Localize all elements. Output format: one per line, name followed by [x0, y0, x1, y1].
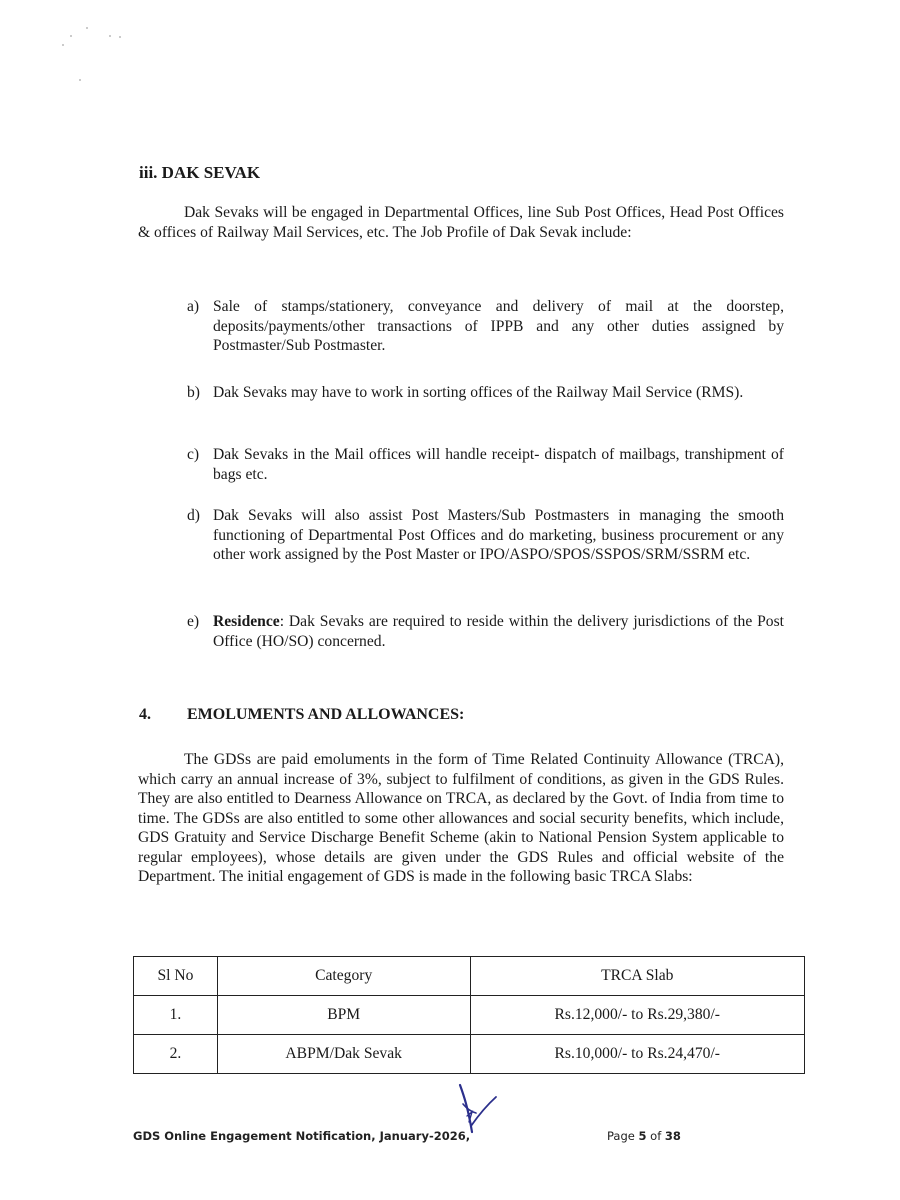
page-of: of	[650, 1129, 662, 1143]
page-number	[607, 1129, 681, 1143]
scan-speck	[62, 44, 64, 46]
list-text: Dak Sevaks will also assist Post Masters/Sub Postmasters in managing the smooth functioning of Departmental Post Offices and do marketing, business procurement or any other work assigned by the Post Master or IPO/ASPO/SPOS/SSPOS/SRM/SSRM etc.	[213, 507, 784, 563]
scan-speck	[119, 36, 121, 38]
list-item-c	[187, 445, 784, 484]
trca-slab-table	[133, 956, 805, 1074]
list-text: Dak Sevaks in the Mail offices will handle receipt- dispatch of mailbags, transhipment of bags etc.	[213, 446, 784, 483]
scan-speck	[86, 27, 88, 29]
list-item-a	[187, 297, 784, 356]
list-label: d)	[187, 507, 200, 524]
cell-trca-slab: Rs.12,000/- to Rs.29,380/-	[470, 996, 805, 1035]
section-title: EMOLUMENTS AND ALLOWANCES:	[187, 706, 465, 723]
list-text: Dak Sevaks may have to work in sorting offices of the Railway Mail Service (RMS).	[213, 384, 744, 401]
footer-notification-title: GDS Online Engagement Notification, January-2026,	[133, 1129, 471, 1143]
emoluments-paragraph: The GDSs are paid emoluments in the form of Time Related Continuity Allowance (TRCA), which carry an annual increase of 3%, subject to fulfilment of conditions, as given in the GDS Rules. They are also entitled to Dearness Allowance on TRCA, as declared by the Govt. of India from time to time. The GDSs are also entitled to some other allowances and social security benefits, which include, GDS Gratuity and Service Discharge Benefit Scheme (akin to National Pension System applicable to regular employees), whose details are given under the GDS Rules and official website of the Department. The initial engagement of GDS is made in the following basic TRCA Slabs:	[138, 751, 784, 885]
cell-category: ABPM/Dak Sevak	[217, 1035, 470, 1074]
table-header-row	[134, 957, 805, 996]
list-item-e	[187, 612, 784, 651]
table-row	[134, 1035, 805, 1074]
section-number: 4.	[139, 706, 151, 723]
cell-category: BPM	[217, 996, 470, 1035]
list-item-d	[187, 506, 784, 565]
residence-bold-lead: Residence	[213, 613, 280, 630]
scan-speck	[109, 35, 111, 37]
list-item-b	[187, 383, 784, 403]
scan-speck	[79, 79, 81, 81]
header-category: Category	[217, 957, 470, 996]
scan-speck	[70, 35, 72, 37]
page-prefix: Page	[607, 1129, 635, 1143]
list-label: b)	[187, 384, 200, 401]
table-row	[134, 996, 805, 1035]
subsection-title: iii. DAK SEVAK	[139, 163, 261, 182]
list-text	[213, 612, 784, 651]
page-current: 5	[638, 1129, 647, 1143]
cell-sl-no: 2.	[134, 1035, 218, 1074]
list-text: Sale of stamps/stationery, conveyance and delivery of mail at the doorstep, deposits/payments/other transactions of IPPB and any other duties assigned by Postmaster/Sub Postmaster.	[213, 298, 784, 354]
list-label: c)	[187, 446, 200, 463]
cell-trca-slab: Rs.10,000/- to Rs.24,470/-	[470, 1035, 805, 1074]
cell-sl-no: 1.	[134, 996, 218, 1035]
header-sl-no: Sl No	[134, 957, 218, 996]
list-label: e)	[187, 613, 200, 630]
header-trca-slab: TRCA Slab	[470, 957, 805, 996]
page-total: 38	[664, 1129, 681, 1143]
list-label: a)	[187, 298, 200, 315]
residence-text: : Dak Sevaks are required to reside within the delivery jurisdictions of the Post Office (HO/SO) concerned.	[213, 613, 784, 650]
intro-paragraph: Dak Sevaks will be engaged in Departmental Offices, line Sub Post Offices, Head Post Offices & offices of Railway Mail Services, etc. The Job Profile of Dak Sevak include:	[138, 204, 784, 241]
